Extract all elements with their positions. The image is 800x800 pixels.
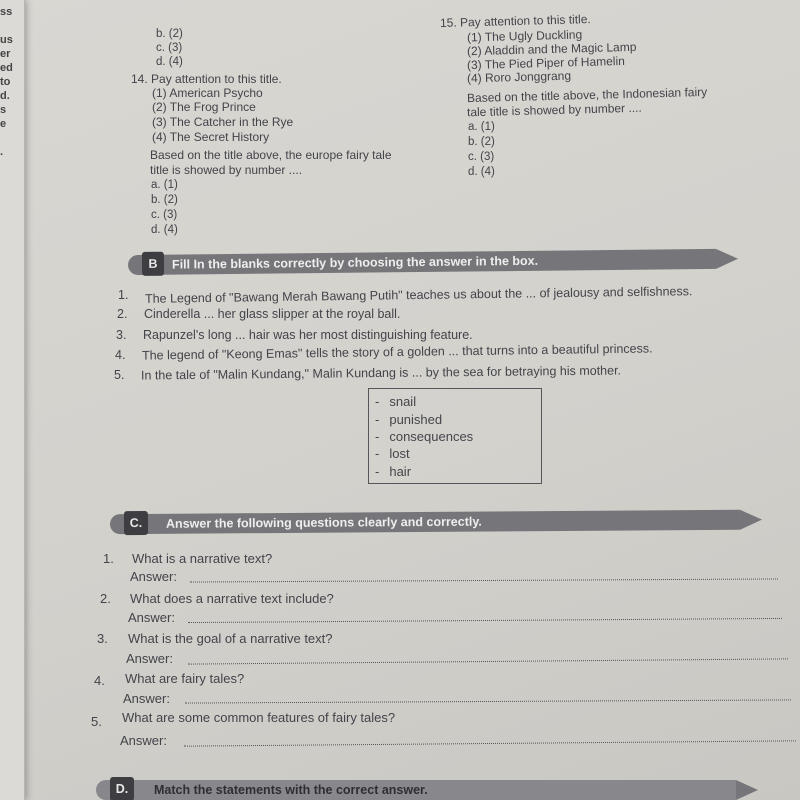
answer-label: Answer: [123,691,170,706]
q14-question: Based on the title above, the europe fairy tale [150,148,392,162]
question-text: What does a narrative text include? [130,591,334,606]
word-box [368,388,542,484]
section-c-title: Answer the following questions clearly and correctly. [165,514,482,531]
prev-page-fragment: d. [0,90,10,102]
list-item: Rapunzel's long ... hair was her most distinguishing feature. [143,328,473,342]
question-number: 4. [94,673,105,688]
prev-page-fragment: e [0,118,7,130]
word-box-item: - snail [375,394,417,409]
answer-line[interactable] [190,578,778,582]
q14-question: title is showed by number .... [150,163,303,177]
previous-page-edge [0,0,25,800]
question-text: What is the goal of a narrative text? [128,631,333,646]
q15-option: a. (1) [468,121,495,133]
q15-question: Based on the title above, the Indonesian fairy [466,84,708,106]
q14-option: b. (2) [151,194,178,206]
answer-line[interactable] [185,699,791,703]
answer-label: Answer: [120,733,167,748]
section-d-header [96,780,736,800]
answer-label: Answer: [128,610,175,625]
q15-title: (1) The Ugly Duckling [466,27,583,45]
q15-title: (2) Aladdin and the Magic Lamp [466,39,637,59]
section-b-title: Fill In the blanks correctly by choosing the answer in the box. [171,253,539,272]
list-item-number: 3. [116,328,127,342]
list-item: Cinderella ... her glass slipper at the royal ball. [144,307,401,321]
section-b-header [128,249,716,275]
q14-title: (3) The Catcher in the Rye [152,115,294,129]
section-b-letter: B [142,252,164,276]
question-number: 2. [100,591,111,606]
q14-title: (1) American Psycho [152,86,263,100]
word-box-item: - lost [375,446,410,461]
section-c-header [110,510,740,534]
q14-option: c. (3) [151,209,178,221]
q14-stem: 14. Pay attention to this title. [131,72,282,86]
section-c-letter: C. [124,511,148,535]
q15-title: (4) Roro Jonggrang [466,68,572,86]
q14-title: (2) The Frog Prince [152,100,256,114]
word-box-item: - consequences [375,429,474,444]
answer-line[interactable] [184,740,796,746]
list-item-number: 1. [118,288,129,302]
q13-option: c. (3) [156,42,183,54]
list-item-number: 4. [115,348,126,362]
prev-page-fragment: ed [0,62,13,74]
answer-label: Answer: [126,651,173,666]
q13-option: d. (4) [156,56,183,68]
question-text: What is a narrative text? [132,551,273,566]
prev-page-fragment: us [0,34,13,46]
list-item: The Legend of "Bawang Merah Bawang Putih" teaches us about the ... of jealousy and selfishness. [144,284,693,306]
prev-page-fragment: to [0,76,11,88]
q13-option: b. (2) [156,28,183,40]
question-text: What are fairy tales? [125,671,245,686]
question-number: 3. [97,631,108,646]
section-d-title: Match the statements with the correct answer. [154,783,428,797]
question-number: 1. [103,551,114,566]
list-item: The legend of "Keong Emas" tells the story of a golden ... that turns into a beautiful princess. [141,341,653,363]
answer-line[interactable] [188,658,788,664]
q14-option: a. (1) [151,179,178,191]
q15-option: c. (3) [468,151,495,163]
q14-option: d. (4) [151,224,178,236]
prev-page-fragment: ss [0,6,13,18]
q15-option: b. (2) [468,136,495,148]
section-d-letter: D. [110,777,134,800]
q15-question: tale title is showed by number .... [466,100,642,120]
answer-label: Answer: [130,569,177,584]
question-text: What are some common features of fairy tales? [122,710,396,725]
prev-page-fragment: . [0,146,4,158]
word-box-item: - hair [375,464,412,479]
q15-option: d. (4) [468,166,495,178]
list-item: In the tale of "Malin Kundang," Malin Kundang is ... by the sea for betraying his mother. [140,363,622,383]
q15-stem: 15. Pay attention to this title. [439,12,591,30]
prev-page-fragment: s [0,104,7,116]
list-item-number: 2. [117,307,128,321]
list-item-number: 5. [114,368,125,382]
prev-page-fragment: er [0,48,11,60]
q14-title: (4) The Secret History [152,130,270,144]
word-box-item: - punished [375,412,443,427]
q15-title: (3) The Pied Piper of Hamelin [466,53,626,73]
question-number: 5. [91,714,102,729]
answer-line[interactable] [188,618,782,623]
